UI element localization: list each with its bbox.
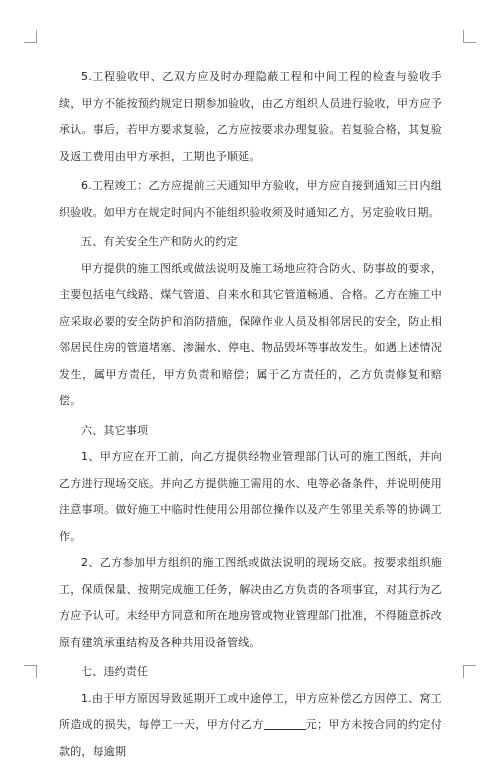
paragraph-safety: 甲方提供的施工图纸或做法说明及施工场地应符合防火、防事故的要求，主要包括电气线路、煤气管道、自来水和其它管道畅通、合格。乙方在施工中应采取必要的安全防护和消防措施，保障作业人员及相邻居民的安全，防止相邻居民住房的管道堵塞、渗漏水、停电、物品毁坏等事故发生。如遇上述情况发生，属甲方责任，甲方负责和赔偿；属于乙方责任的，乙方负责修复和赔偿。 <box>59 256 442 415</box>
paragraph-other-1: 1、甲方应在开工前，向乙方提供经物业管理部门认可的施工图纸，并向乙方进行现场交底。并向乙方提供施工需用的水、电等必备条件，并说明使用注意事项。做好施工中临时性使用公用部位操作以及产生邻里关系等的协调工作。 <box>59 444 442 550</box>
section-heading-breach: 七、违约责任 <box>59 659 442 686</box>
document-body <box>59 64 442 765</box>
paragraph-other-2: 2、乙方参加甲方组织的施工图纸或做法说明的现场交底。按要求组织施工，保质保量、按期完成施工任务，解决由乙方负责的各项事宜，对其行为乙方应予认可。未经甲方同意和所在地房管或物业管理部门批准，不得随意拆改原有建筑承重结构及各种共用设备管线。 <box>59 550 442 656</box>
amount-blank <box>264 717 306 730</box>
paragraph-completion: 6.工程竣工：乙方应提前三天通知甲方验收，甲方应自接到通知三日内组织验收。如甲方在规定时间内不能组织验收须及时通知乙方，另定验收日期。 <box>59 173 442 226</box>
crop-mark-bottom-right <box>463 665 476 678</box>
crop-mark-bottom-left <box>24 665 37 678</box>
paragraph-breach-1 <box>59 686 442 765</box>
breach-text-after-blank: 元；甲方未按合同的约定付款的，每逾期 <box>59 718 442 758</box>
crop-mark-top-left <box>24 30 37 43</box>
crop-mark-top-right <box>463 30 476 43</box>
section-heading-other: 六、其它事项 <box>59 418 442 445</box>
section-heading-safety: 五、有关安全生产和防火的约定 <box>59 229 442 256</box>
paragraph-acceptance: 5.工程验收甲、乙双方应及时办理隐蔽工程和中间工程的检查与验收手续，甲方不能按预约规定日期参加验收，由乙方组织人员进行验收，甲方应予承认。事后，若甲方要求复验，乙方应按要求办理复验。若复验合格，其复验及返工费用由甲方承担，工期也予顺延。 <box>59 64 442 170</box>
breach-text-before-blank: 1.由于甲方原因导致延期开工或中途停工，甲方应补偿乙方因停工、窝工所造成的损失，每停工一天，甲方付乙方 <box>59 692 442 732</box>
